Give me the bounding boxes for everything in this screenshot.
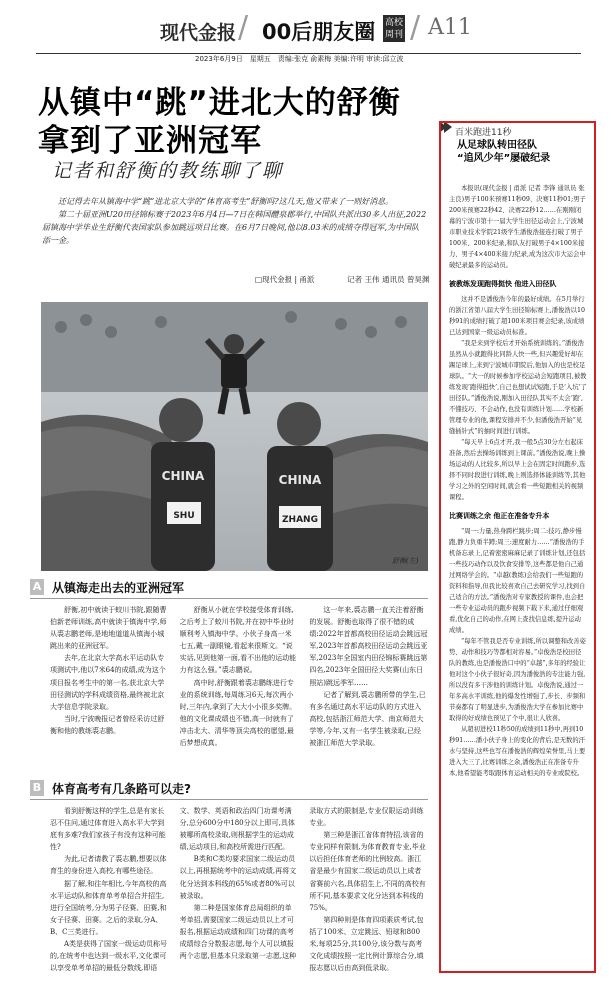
paragraph: A类是获得了国家一级运动员称号的,在统考中也达到一级水平,文化课可以享受单考单招的最低分数线,即语文、数学、英语和政治四门功课考满分,总分600分中180分以上即可,具体被哪所高校录取,则根据学生的运动成绩,运动项目,和高校所需进行匹配。	[50, 807, 295, 973]
masthead-divider: /	[238, 10, 249, 45]
paragraph: 当时,宁波晚报记者曾经采访过舒衡和他的教练裘志鹏。	[50, 714, 165, 735]
intro-paragraph: 第二十届亚洲U20田径锦标赛于2023年6月4日—7日在韩国醴泉郡举行,中国队共派出30多人出征,2022届镇海中学毕业生舒衡代表国家队参加跳远项目比赛。在6月7日晚间,他以8.03米的成绩夺得冠军,为中国队添一金。	[42, 210, 427, 245]
bib-label: ZHANG	[282, 515, 318, 525]
sidebar-kicker: 百米跑进11秒	[455, 128, 512, 138]
section-letter: B	[30, 780, 44, 796]
paragraph: 据了解,和往年相比,今年高校的高水平运动队和体育单考单招合并招生,进行全国统考,分为男子径赛、田赛,和女子径赛、田赛。之后的录取,分A、B、C三类进行。	[50, 879, 167, 936]
sidebar-body	[449, 183, 587, 779]
sidebar-headline	[457, 139, 550, 165]
sidebar-headline-line-1: 从足球队转田径队	[457, 140, 537, 151]
paragraph: 这一年来,裘志鹏一直关注着舒衡的发展。舒衡也取得了很不错的成绩:2022年首都高校田径运动会跳远冠军,2023年首都高校田径运动会跳远亚军,2023年全国室内田径锦标赛跳远第四名,2023年全国田径大奖赛(山东日照站)跳远季军……	[309, 606, 428, 687]
article-intro	[42, 195, 427, 247]
section-rule	[30, 799, 428, 800]
shirt-text: CHINA	[278, 473, 322, 487]
paragraph: 舒衡,初中就读于蛟川书院,跟随曹伯新老师训练,高中就读于镇海中学,师从裘志鹏老师,是地地道道从镇海小城跳出来的亚洲冠军。	[50, 606, 167, 651]
paragraph: 去年,在北京大学高水平运动队专项测试中,他以7米64的成绩,成为这个项目报名考生中的第一名,获北京大学田径测试的学科成绩资格,最终被北京大学信息学院录取。	[50, 654, 166, 711]
paragraph: “周一:力量,热身跨栏跳步;周二:技巧,静步慢跑,静力负重半蹲;周三:速度耐力……”潘俊浩的手机备忘录上,记着密密麻麻记录了训练计划,还包括一些技巧动作以及饮食安排等,这些都是他自己通过网络学会的。“卓越(教练)会给我们一些短跑的资料和指导,但我比较喜欢自己去研究学习,找到自己适合的方法。”潘俊浩对专家教授的课件,也会把一些专业运动员的跑步视频下载下来,通过仔细观看,优化自己的动作,在网上查找信息练,提升运动成绩。	[449, 528, 586, 634]
sidebar-marker-icon	[439, 121, 453, 133]
source-credit: □现代金报 | 甬派	[255, 275, 315, 284]
sidebar-story	[439, 121, 596, 973]
paragraph: “每天早上6点才开,我一般5点30分左右起床准备,然后去操场训练到上课前。”潘俊浩说,晚上操场运动的人比较多,所以早上会在固定时间跑步,选择不同时段进行训练,晚上则选择体能训练等,其他学习之外的空闲时间,就会看一些短跑相关的视频课程。	[449, 439, 586, 501]
badge-line-2: 周刊	[384, 30, 403, 40]
paragraph: 第四种则是体育四项素质考试,包括了100米、立定跳远、铅球和800米,每项25分,共100分,该分数与高考文化成绩按照一定比例计算综合分,填报志愿以后由高到低录取。	[309, 915, 424, 973]
byline	[255, 274, 429, 285]
paragraph: 第三种是浙江省体育特招,该省的专业同样有限制,为体育教育专业,毕业以后担任体育老师的比例较高。浙江省是最少有国家二级运动员以上成者省赛前六名,具体招生上,不同的高校有所不同,基本要求文化分达到本科线的75%。	[309, 831, 426, 912]
paragraph: “我是来到学校后才开始系统训练的。”潘俊浩虽然从小就跑得比同龄人快一些,但兴趣爱好却在踢足球上,来到宁波城市职院后,他加入的也是校足球队。“大一的时候参加学校运动会短跑项目,被教练发现‘跑得挺快’,自己也想试试短跑,于是‘入坑’了田径队。”潘俊浩说,刚加入田径队其实不太会‘跑’,不懂技巧、不会动作,也没有训练计划……学校新管理专业的他,课程安排并不少,但潘俊浩开始“见缝插针式”的抽时间进行训练。	[449, 340, 587, 435]
photo-caption: 舒衡(左)	[392, 557, 419, 565]
athletes-photo-illustration	[41, 302, 428, 571]
headline-line-1: 从镇中“跳”进北大的舒衡	[38, 85, 401, 121]
paragraph: 看到舒衡这样的学生,总是有家长忍不住问,通过体育进入高水平大学到底有多难?我们家孩子有没有这种可能性?	[50, 807, 166, 852]
sidebar-subhead: 被教练发现跑得挺快 他进入田径队	[449, 280, 557, 288]
paragraph: 高中时,舒衡跟着裘志鹏练进行专业的系统训练,每周练习6天,每次两小时,三年内,拿到了大大小小很多奖牌。他的文化课成绩也不错,高一时就有了冲击北大、清华等顶尖高校的愿望,最后梦想成真。	[179, 678, 297, 748]
main-headline	[38, 84, 401, 160]
paragraph: 记者了解到,裘志鹏所带的学生,已有多名通过高水平运动队的方式进入高校,包括浙江师范大学、南京师范大学等,今年,又有一名学生被录取,已经被浙江师范大学录取。	[309, 690, 426, 748]
paragraph: “每年不管我是否专业训练,所以调整和改善姿势、动作和技巧等都相对容易。”卓俊浩是校田径队的教练,也是潘俊浩口中的“卓越”,多年的经验让他对这个小伙子很好奇,因为潘俊浩的专注能力强,所以没有多干涉他的训练计划。卓俊浩说,通过一年多高水平训练,他的爆发性增强了,步长、步频和节奏都有了明显进步,为潘俊浩大学在参加比赛中取得的好成绩也预见了个中,很让人欣喜。	[449, 638, 586, 722]
section-rule	[30, 598, 428, 599]
badge-line-1: 高校	[384, 18, 403, 28]
paragraph: 从超初进校11秒50的成绩到11秒中,再到10秒91……潘小伙子身上的变化的背后,是无数的汗水与坚持,这些也写在潘俊浩的辉煌荣誉里,马上要进入大三了,比赛训练之余,潘俊浩正在准备专升本,他希望能考取跟体育运动相关的专业或院校。	[449, 726, 586, 777]
masthead	[0, 0, 616, 63]
paragraph: 这并不是潘俊浩今年的最好成绩。在5月举行的浙江省第八届大学生田径锦标赛上,潘俊浩以10秒91的成绩打破了超100米项目赛会纪录,该成绩已达到国家一级运动员标准。	[449, 296, 585, 336]
paragraph: B类和C类均要求国家二级运动员以上,再根据统考中的运动成绩,再将文化分达到本科线的65%或者80%可以被录取。	[179, 855, 297, 900]
paragraph: 本报讯(现代金报 | 甬派 记者 李锋 通讯员 张主良)男子100米预赛11秒09、决赛11秒01;男子200米预赛22秒42、决赛22秒12……在刚刚闭幕的宁波市第十一届大学生田径运动会上,宁波城市职业技术学院21级学生潘俊浩接连打破了男子100米、200米纪录,和队友打破男子4×100米接力、男子4×400米接力纪录,成为这次市大运会中破纪录最多的运动员。	[449, 185, 586, 269]
section-title: 从镇海走出去的亚洲冠军	[52, 581, 185, 595]
newspaper-name: 现代金报	[160, 22, 237, 44]
issue-info: 2023年6月9日 星期五 责编:张克 俞素梅 美编:许明 审读:邱立波	[195, 55, 404, 63]
section-letter: A	[30, 579, 44, 595]
paragraph: 舒衡从小就在学校接受体育训练,之后考上了蛟川书院,并在初中毕业时顺利考入镇海中学。小伙子身高一米七五,戴一副眼镜,看起来很斯文。“说实话,见到他第一面,看不出他的运动能力有这么强。”裘志鹏说。	[179, 606, 297, 675]
page-number: A11	[428, 15, 472, 40]
subheadline: 记者和舒衡的教练聊了聊	[52, 160, 284, 182]
athletes-photo	[41, 302, 428, 571]
sidebar-headline-line-2: “追风少年”屡破纪录	[457, 153, 551, 164]
paragraph: 为此,记者请教了裘志鹏,想要以体育生的身份进入高校,有哪些途径。	[50, 855, 167, 876]
masthead-divider: /	[410, 10, 421, 45]
section-title: 体育高考有几条路可以走?	[52, 782, 191, 796]
section-a-header	[30, 579, 428, 599]
paragraph: 第二种是国家体育总局组织的单考单招,需要国家二级运动员以上才可报名,根据运动成绩和四门功课的高考成绩综合分数报志愿,每个人可以填报两个志愿,但基本只录取第一志愿,这种录取方式的限制是,专业仅限运动训练专业。	[179, 807, 424, 961]
shirt-text: CHINA	[161, 469, 205, 483]
section-b-header	[30, 780, 428, 800]
campus-weekly-badge	[383, 15, 405, 42]
section-title: 00后朋友圈	[262, 20, 376, 44]
section-b-body	[50, 805, 428, 975]
intro-paragraph: 还记得去年从镇海中学“跳”进北京大学的“体育高考生”舒衡吗?这几天,他又带来了一则好消息。	[58, 197, 394, 206]
sidebar-subhead: 比赛训练之余 他正在准备专升本	[449, 512, 550, 520]
reporter-credit: 记者 王伟 通讯员 曾昊渊	[347, 275, 430, 284]
bib-label: SHU	[173, 511, 195, 521]
headline-line-2: 拿到了亚洲冠军	[38, 123, 262, 159]
section-a-body	[50, 604, 428, 762]
